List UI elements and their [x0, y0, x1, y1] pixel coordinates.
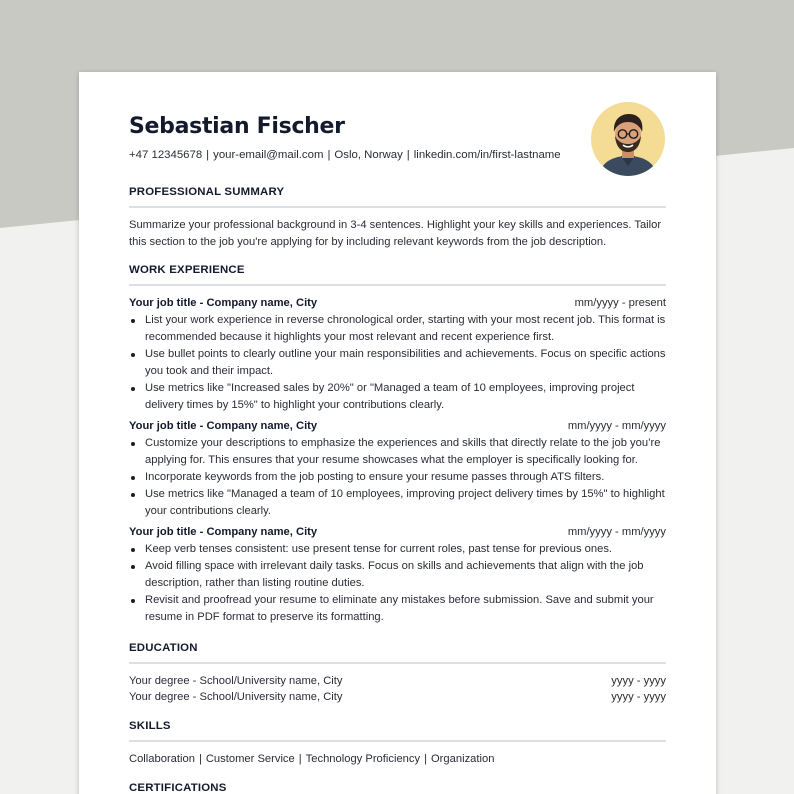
- section-title: CERTIFICATIONS: [129, 782, 666, 794]
- bullet-item: Use metrics like "Increased sales by 20%" or "Managed a team of 10 employees, improving project delivery times by 15%" to highlight your contributions clearly.: [129, 380, 666, 414]
- separator: |: [198, 753, 202, 765]
- bullet-item: Customize your descriptions to emphasize the experiences and skills that directly relate to the job you’re applying for. This ensures that your resume showcases what the employer is specifically looking for.: [129, 435, 666, 469]
- skills-section: [129, 720, 666, 768]
- separator: |: [298, 753, 302, 765]
- bullet-item: Incorporate keywords from the job posting to ensure your resume passes through ATS filters.: [129, 469, 666, 486]
- skill-item: Customer Service: [205, 753, 295, 765]
- degree: Your degree - School/University name, City: [129, 691, 343, 703]
- profile-photo: [591, 102, 665, 176]
- bullet-item: Use bullet points to clearly outline your main responsibilities and achievements. Focus on specific actions you took and their impact.: [129, 346, 666, 380]
- education-date: yyyy - yyyy: [611, 675, 666, 687]
- phone: +47 12345678: [129, 149, 203, 161]
- bullet-item: Avoid filling space with irrelevant daily tasks. Focus on skills and achievements that align with the job description, rather than listing routine duties.: [129, 558, 666, 592]
- section-title: EDUCATION: [129, 642, 666, 664]
- education-section: [129, 642, 666, 705]
- section-title: SKILLS: [129, 720, 666, 742]
- bullet-item: Revisit and proofread your resume to eliminate any mistakes before submission. Save and submit your resume in PDF format to preserve its formatting.: [129, 592, 666, 626]
- job-date: mm/yyyy - present: [574, 297, 666, 309]
- summary-text: Summarize your professional background in 3-4 sentences. Highlight your key skills and experiences. Tailor this section to the job you're applying for by including relevant keywords from the job description.: [129, 219, 662, 248]
- separator: |: [327, 149, 331, 161]
- separator: |: [406, 149, 410, 161]
- job-title: Your job title - Company name, City: [129, 420, 318, 432]
- education-row: [129, 689, 666, 705]
- certifications-section: [129, 782, 666, 794]
- degree: Your degree - School/University name, City: [129, 675, 343, 687]
- job-entry: [129, 295, 666, 414]
- section-title: WORK EXPERIENCE: [129, 264, 666, 286]
- separator: |: [206, 149, 210, 161]
- skill-item: Technology Proficiency: [305, 753, 421, 765]
- job-date: mm/yyyy - mm/yyyy: [567, 526, 666, 538]
- candidate-name: Sebastian Fischer: [129, 114, 345, 139]
- skill-item: Organization: [430, 753, 495, 765]
- job-date: mm/yyyy - mm/yyyy: [567, 420, 666, 432]
- linkedin: linkedin.com/in/first-lastname: [413, 149, 561, 161]
- summary-section: [129, 186, 666, 250]
- skill-item: Collaboration: [129, 753, 195, 765]
- resume-page: [79, 72, 716, 794]
- education-row: [129, 673, 666, 689]
- job-entry: [129, 524, 666, 626]
- bullet-item: Use metrics like "Managed a team of 10 employees, improving project delivery times by 15%" to highlight your contributions clearly.: [129, 486, 666, 520]
- job-entry: [129, 418, 666, 520]
- job-title: Your job title - Company name, City: [129, 297, 318, 309]
- experience-section: [129, 264, 666, 626]
- bullet-item: Keep verb tenses consistent: use present tense for current roles, past tense for previous ones.: [129, 541, 666, 558]
- education-date: yyyy - yyyy: [611, 691, 666, 703]
- location: Oslo, Norway: [334, 149, 403, 161]
- bullet-item: List your work experience in reverse chronological order, starting with your most recent job. This format is recommended because it highlights your most relevant and recent experience first.: [129, 312, 666, 346]
- separator: |: [424, 753, 427, 765]
- email: your-email@mail.com: [213, 149, 324, 161]
- contact-line: [129, 149, 561, 161]
- skills-line: [129, 751, 666, 768]
- job-title: Your job title - Company name, City: [129, 526, 318, 538]
- section-title: PROFESSIONAL SUMMARY: [129, 186, 666, 208]
